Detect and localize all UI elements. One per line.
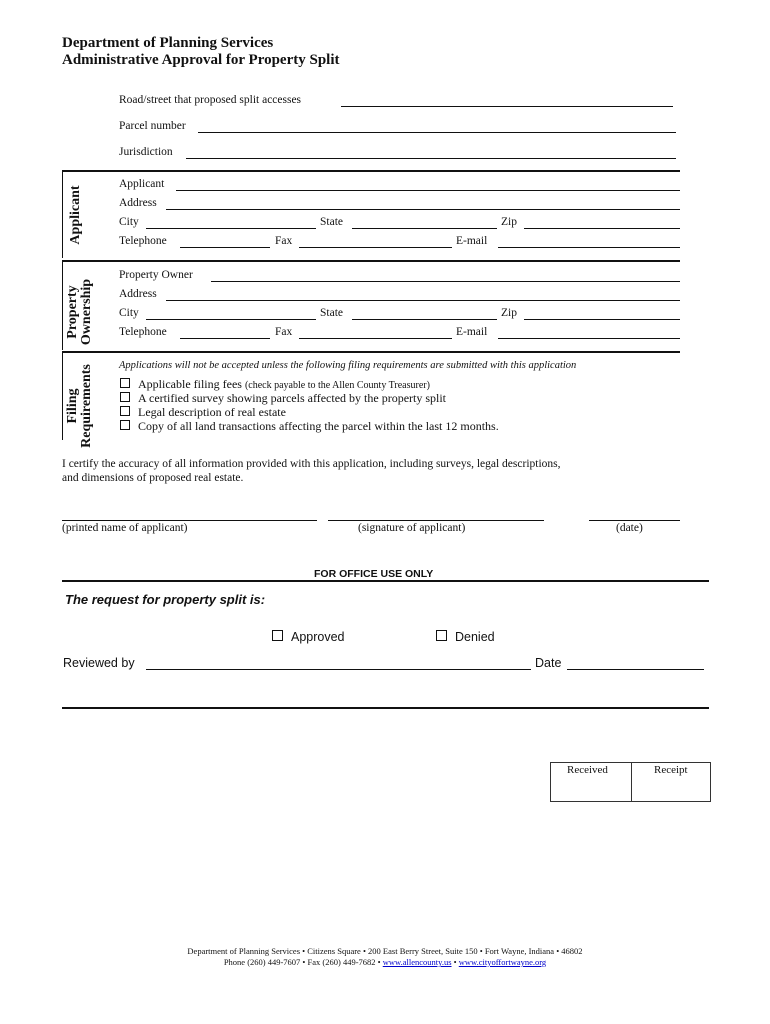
footer-contact	[0, 957, 770, 967]
owner-city-label: City	[119, 307, 139, 319]
owner-telephone-label: Telephone	[119, 326, 167, 338]
applicant-address-label: Address	[119, 197, 157, 209]
owner-address-input[interactable]	[166, 300, 680, 301]
owner-side-label-line1: Property	[65, 285, 80, 339]
approved-option[interactable]	[272, 630, 345, 644]
owner-name-input[interactable]	[211, 281, 680, 282]
denied-option[interactable]	[436, 630, 495, 644]
allencounty-link[interactable]: www.allencounty.us	[382, 957, 452, 967]
applicant-state-label: State	[320, 216, 343, 228]
requirement-text: Applicable filing fees	[138, 377, 242, 391]
applicant-side-label: Applicant	[68, 185, 83, 245]
checkbox-icon[interactable]	[120, 420, 130, 430]
signature-caption: (signature of applicant)	[358, 522, 466, 534]
owner-side-label	[66, 262, 94, 362]
applicant-zip-input[interactable]	[524, 228, 680, 229]
parcel-label: Parcel number	[119, 120, 186, 132]
certify-line1: I certify the accuracy of all information provided with this application, including surveys, legal descriptions,	[62, 458, 561, 470]
checkbox-icon[interactable]	[120, 378, 130, 388]
office-use-rule	[62, 580, 709, 582]
applicant-name-input[interactable]	[176, 190, 680, 191]
requirement-text: A certified survey showing parcels affected by the property split	[138, 391, 447, 405]
applicant-address-input[interactable]	[166, 209, 680, 210]
request-question: The request for property split is:	[65, 592, 266, 607]
requirement-item[interactable]	[120, 405, 286, 420]
checkbox-icon[interactable]	[120, 392, 130, 402]
owner-telephone-input[interactable]	[180, 338, 270, 339]
owner-zip-input[interactable]	[524, 319, 680, 320]
receipt-label: Receipt	[654, 764, 688, 776]
owner-zip-label: Zip	[501, 307, 517, 319]
cityoffortwayne-link[interactable]: www.cityoffortwayne.org	[458, 957, 547, 967]
date-caption: (date)	[616, 522, 643, 534]
denied-label: Denied	[455, 630, 495, 644]
printed-name-line[interactable]	[62, 520, 317, 521]
applicant-telephone-label: Telephone	[119, 235, 167, 247]
requirement-item[interactable]	[120, 391, 446, 406]
requirements-side-label-line1: Filing	[65, 388, 80, 424]
requirement-text: Copy of all land transactions affecting the parcel within the last 12 months.	[138, 419, 499, 433]
department-title: Department of Planning Services	[62, 35, 274, 51]
applicant-fax-input[interactable]	[299, 247, 452, 248]
owner-email-input[interactable]	[498, 338, 680, 339]
applicant-email-input[interactable]	[498, 247, 680, 248]
road-label: Road/street that proposed split accesses	[119, 94, 302, 106]
reviewed-by-line[interactable]	[146, 669, 531, 670]
requirements-note: Applications will not be accepted unless the following filing requirements are submitted with this application	[119, 360, 577, 371]
requirement-subtext: (check payable to the Allen County Treasurer)	[244, 380, 430, 391]
requirement-item[interactable]	[120, 419, 499, 434]
applicant-telephone-input[interactable]	[180, 247, 270, 248]
applicant-city-label: City	[119, 216, 139, 228]
owner-city-input[interactable]	[146, 319, 316, 320]
approved-label: Approved	[291, 630, 345, 644]
checkbox-icon[interactable]	[120, 406, 130, 416]
printed-name-caption: (printed name of applicant)	[62, 522, 188, 534]
footer-phone-fax: Phone (260) 449-7607 • Fax (260) 449-7682 •	[223, 957, 381, 967]
owner-fax-label: Fax	[275, 326, 293, 338]
owner-state-label: State	[320, 307, 343, 319]
owner-name-label: Property Owner	[119, 269, 193, 281]
jurisdiction-input-line[interactable]	[186, 158, 676, 159]
applicant-email-label: E-mail	[456, 235, 488, 247]
requirements-side-label	[66, 356, 94, 456]
applicant-city-input[interactable]	[146, 228, 316, 229]
applicant-side-rule	[62, 171, 63, 258]
signature-line[interactable]	[328, 520, 544, 521]
office-date-label: Date	[535, 656, 562, 670]
applicant-fax-label: Fax	[275, 235, 293, 247]
applicant-zip-label: Zip	[501, 216, 517, 228]
requirements-side-label-line2: Requirements	[79, 364, 94, 448]
reviewed-by-label: Reviewed by	[63, 656, 135, 670]
office-use-heading: FOR OFFICE USE ONLY	[314, 568, 434, 580]
parcel-input-line[interactable]	[198, 132, 676, 133]
owner-side-label-line2: Ownership	[79, 278, 94, 346]
certify-line2: and dimensions of proposed real estate.	[62, 472, 244, 484]
date-line[interactable]	[589, 520, 680, 521]
office-bottom-rule	[62, 707, 709, 709]
received-label: Received	[567, 764, 608, 776]
form-title: Administrative Approval for Property Split	[62, 52, 340, 68]
owner-address-label: Address	[119, 288, 157, 300]
owner-side-rule	[62, 261, 63, 350]
road-input-line[interactable]	[341, 106, 673, 107]
requirements-top-rule	[62, 351, 680, 353]
requirement-item[interactable]	[120, 377, 430, 392]
owner-fax-input[interactable]	[299, 338, 452, 339]
office-date-line[interactable]	[567, 669, 704, 670]
footer-separator: •	[453, 957, 457, 967]
applicant-state-input[interactable]	[352, 228, 497, 229]
jurisdiction-label: Jurisdiction	[119, 146, 173, 158]
owner-top-rule	[62, 260, 680, 262]
checkbox-icon[interactable]	[272, 630, 283, 641]
requirement-text: Legal description of real estate	[138, 405, 286, 419]
owner-email-label: E-mail	[456, 326, 488, 338]
applicant-top-rule	[62, 170, 680, 172]
checkbox-icon[interactable]	[436, 630, 447, 641]
applicant-name-label: Applicant	[119, 178, 165, 190]
requirements-side-rule	[62, 352, 63, 440]
footer-address: Department of Planning Services • Citizens Square • 200 East Berry Street, Suite 150 • Fort Wayne, Indiana • 46802	[187, 946, 583, 956]
owner-state-input[interactable]	[352, 319, 497, 320]
